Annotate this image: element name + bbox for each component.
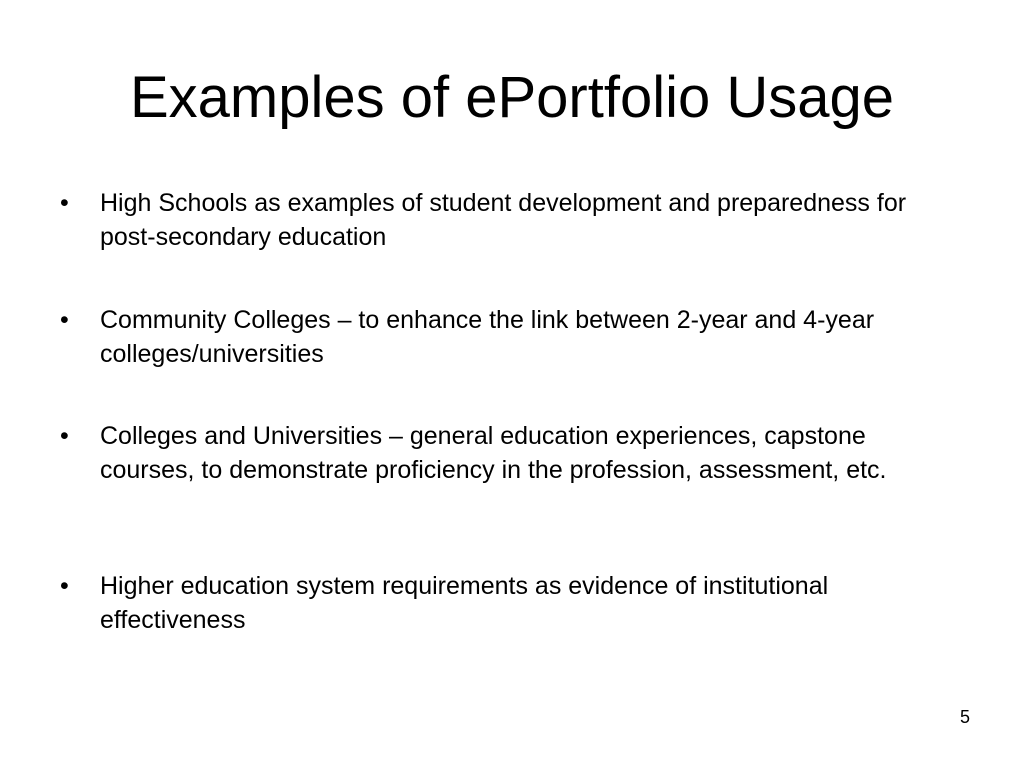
bullet-icon: •: [60, 306, 69, 334]
bullet-item-community-colleges: [60, 303, 960, 371]
slide-title: Examples of ePortfolio Usage: [129, 65, 895, 130]
bullet-text: High Schools as examples of student development and preparedness for post-secondary education: [100, 189, 907, 251]
bullet-text: Colleges and Universities – general education experiences, capstone courses, to demonstrate proficiency in the profession, assessment, etc.: [100, 422, 887, 484]
bullet-item-higher-education: [60, 569, 960, 637]
bullet-item-high-schools: [60, 186, 960, 254]
bullet-icon: •: [60, 572, 69, 600]
bullet-item-colleges-universities: [60, 419, 960, 487]
bullet-text: Community Colleges – to enhance the link between 2-year and 4-year colleges/universities: [100, 306, 875, 368]
page-number: 5: [959, 707, 970, 727]
bullet-icon: •: [60, 422, 69, 450]
bullet-text: Higher education system requirements as evidence of institutional effectiveness: [100, 572, 829, 634]
bullet-icon: •: [60, 189, 69, 217]
